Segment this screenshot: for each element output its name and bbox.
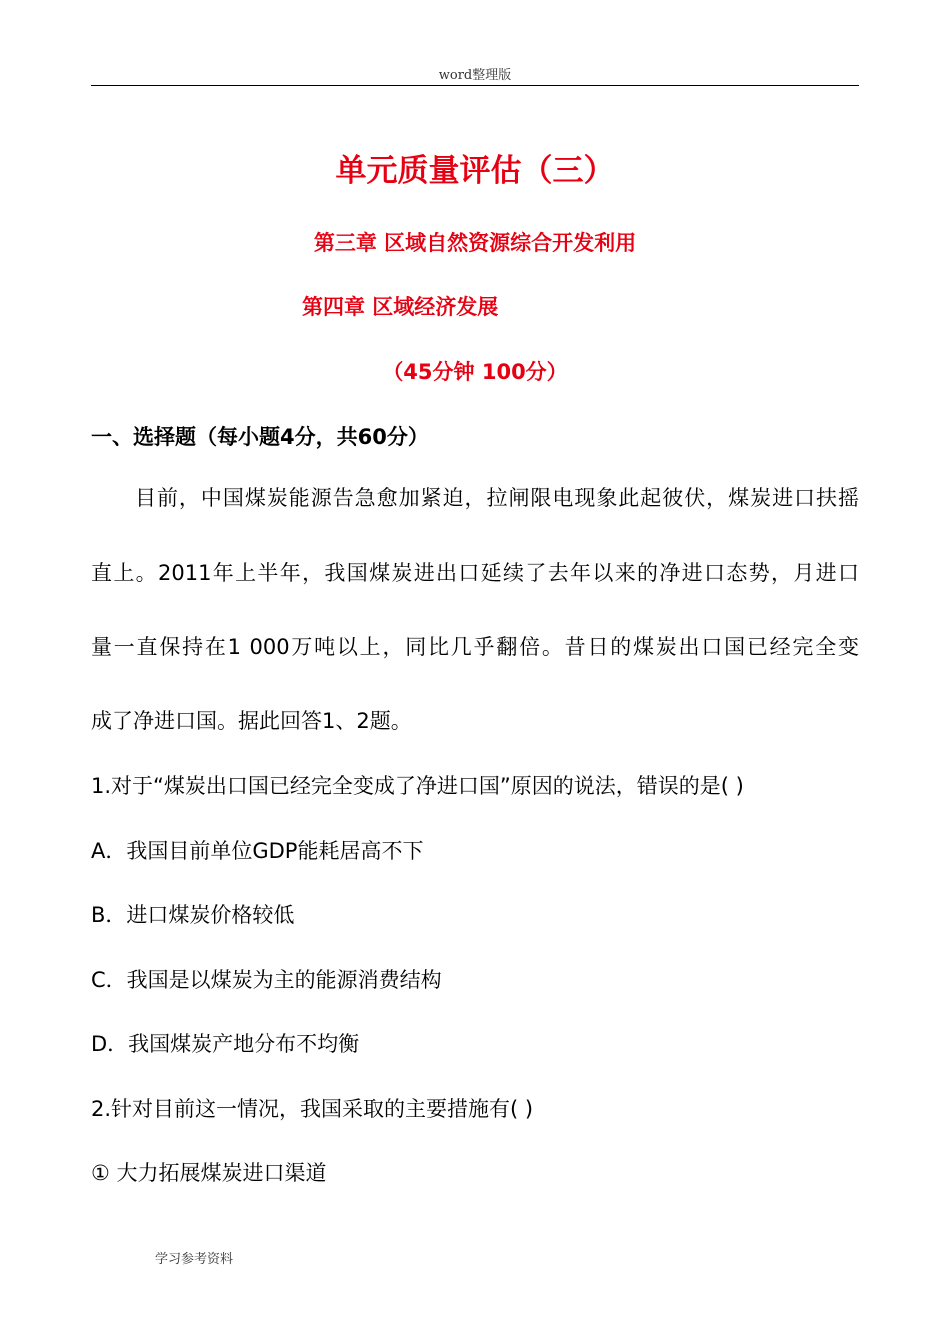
page-footer: 学习参考资料 bbox=[155, 1252, 234, 1267]
passage-line: 直上。2011年上半年，我国煤炭进出口延续了去年以来的净进口态势，月进口 bbox=[91, 561, 859, 585]
question-stem: 2.针对目前这一情况，我国采取的主要措施有( ) bbox=[91, 1097, 534, 1121]
header-rule bbox=[91, 85, 859, 86]
question-option: D．我国煤炭产地分布不均衡 bbox=[91, 1032, 360, 1056]
question-stem: 1.对于“煤炭出口国已经完全变成了净进口国”原因的说法，错误的是( ) bbox=[91, 774, 744, 798]
page-header: word整理版 bbox=[438, 68, 512, 83]
exam-duration-score: （45分钟 100分） bbox=[382, 360, 568, 384]
passage-line: 目前，中国煤炭能源告急愈加紧迫，拉闸限电现象此起彼伏，煤炭进口扶摇 bbox=[135, 486, 859, 510]
chapter-subtitle-3: 第三章 区域自然资源综合开发利用 bbox=[313, 231, 637, 255]
section-heading: 一、选择题（每小题4分，共60分） bbox=[91, 425, 429, 449]
question-option: ① 大力拓展煤炭进口渠道 bbox=[91, 1161, 327, 1185]
passage-line: 成了净进口国。据此回答1、2题。 bbox=[91, 709, 412, 733]
question-option: A．我国目前单位GDP能耗居高不下 bbox=[91, 839, 424, 863]
passage-line: 量一直保持在1 000万吨以上，同比几乎翻倍。昔日的煤炭出口国已经完全变 bbox=[91, 635, 859, 659]
question-option: C．我国是以煤炭为主的能源消费结构 bbox=[91, 968, 442, 992]
question-option: B．进口煤炭价格较低 bbox=[91, 903, 295, 927]
document-title: 单元质量评估（三） bbox=[335, 153, 615, 189]
chapter-subtitle-4: 第四章 区域经济发展 bbox=[302, 295, 499, 319]
